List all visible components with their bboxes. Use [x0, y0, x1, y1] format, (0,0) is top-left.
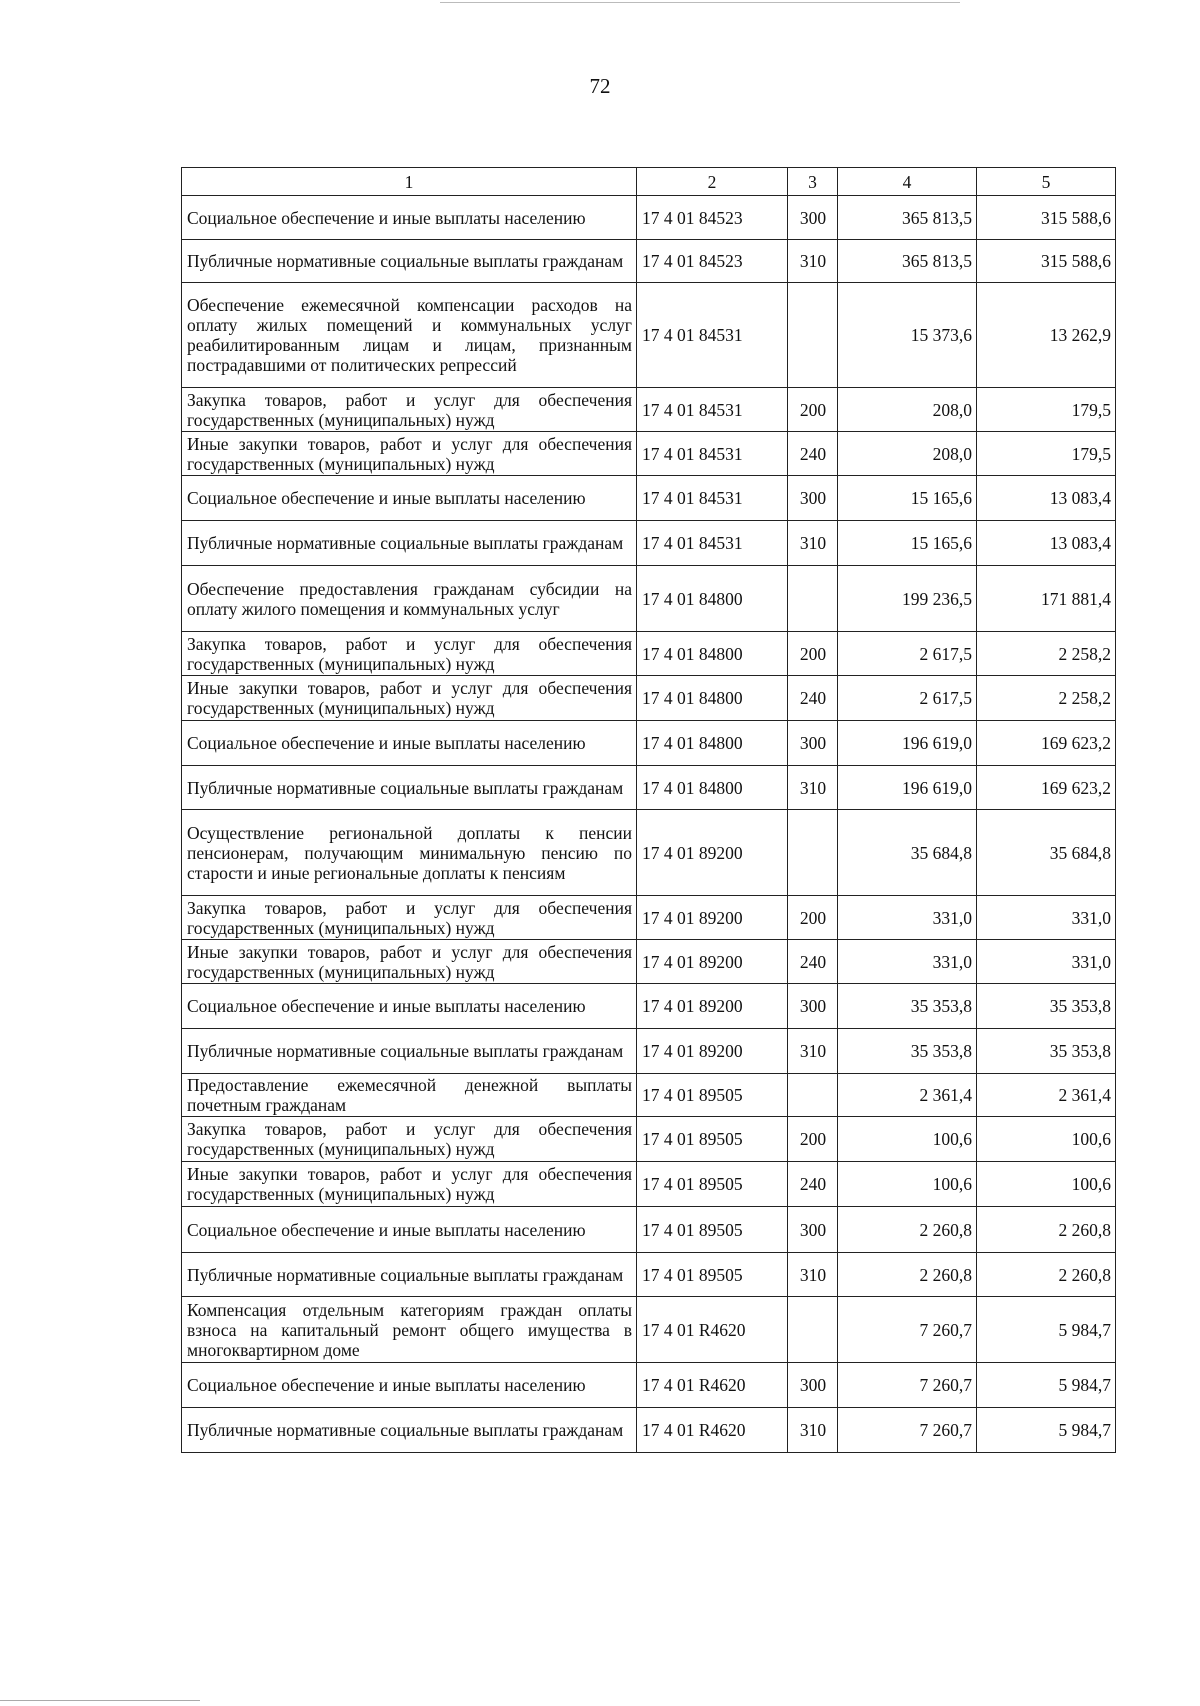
table-row	[182, 896, 1116, 940]
row-value-col4: 7 260,7	[838, 1363, 977, 1408]
row-code: 17 4 01 84523	[637, 240, 788, 283]
row-name: Социальное обеспечение и иные выплаты населению	[182, 476, 637, 521]
row-expense-type: 200	[788, 632, 838, 676]
header-col-1: 1	[182, 168, 637, 196]
header-col-3: 3	[788, 168, 838, 196]
row-name: Социальное обеспечение и иные выплаты населению	[182, 721, 637, 766]
row-name: Социальное обеспечение и иные выплаты населению	[182, 196, 637, 240]
row-value-col5: 315 588,6	[977, 240, 1116, 283]
row-value-col4: 196 619,0	[838, 766, 977, 810]
row-expense-type: 300	[788, 984, 838, 1029]
row-expense-type: 310	[788, 1408, 838, 1453]
row-value-col5: 5 984,7	[977, 1363, 1116, 1408]
row-value-col5: 35 684,8	[977, 810, 1116, 896]
header-col-2: 2	[637, 168, 788, 196]
row-code: 17 4 01 89200	[637, 984, 788, 1029]
row-name: Обеспечение предоставления гражданам субсидии на оплату жилого помещения и коммунальных услуг	[182, 566, 637, 632]
row-value-col5: 2 260,8	[977, 1207, 1116, 1253]
row-value-col4: 35 353,8	[838, 984, 977, 1029]
row-expense-type	[788, 283, 838, 388]
row-name: Осуществление региональной доплаты к пенсии пенсионерам, получающим минимальную пенсию по старости и иные региональные доплаты к пенсиям	[182, 810, 637, 896]
row-expense-type: 300	[788, 196, 838, 240]
row-expense-type: 240	[788, 432, 838, 476]
row-value-col4: 100,6	[838, 1117, 977, 1162]
row-code: 17 4 01 84800	[637, 676, 788, 721]
table-row	[182, 1162, 1116, 1207]
table-row	[182, 984, 1116, 1029]
row-name: Иные закупки товаров, работ и услуг для обеспечения государственных (муниципальных) нужд	[182, 676, 637, 721]
row-name: Иные закупки товаров, работ и услуг для обеспечения государственных (муниципальных) нужд	[182, 1162, 637, 1207]
row-value-col4: 15 165,6	[838, 521, 977, 566]
row-value-col5: 2 258,2	[977, 676, 1116, 721]
scan-edge-line	[440, 2, 960, 3]
row-code: 17 4 01 89200	[637, 940, 788, 984]
row-value-col5: 315 588,6	[977, 196, 1116, 240]
table-row	[182, 1408, 1116, 1453]
row-code: 17 4 01 89505	[637, 1207, 788, 1253]
row-code: 17 4 01 89200	[637, 896, 788, 940]
row-name: Публичные нормативные социальные выплаты гражданам	[182, 1408, 637, 1453]
row-value-col5: 100,6	[977, 1162, 1116, 1207]
row-code: 17 4 01 89505	[637, 1253, 788, 1297]
row-value-col5: 331,0	[977, 896, 1116, 940]
row-code: 17 4 01 84531	[637, 283, 788, 388]
row-value-col4: 208,0	[838, 388, 977, 432]
row-name: Компенсация отдельным категориям граждан оплаты взноса на капитальный ремонт общего имущества в многоквартирном доме	[182, 1297, 637, 1363]
row-expense-type	[788, 1297, 838, 1363]
row-value-col5: 179,5	[977, 388, 1116, 432]
page-number: 72	[589, 74, 611, 98]
row-code: 17 4 01 89200	[637, 810, 788, 896]
row-expense-type: 310	[788, 1253, 838, 1297]
row-expense-type: 300	[788, 721, 838, 766]
row-name: Публичные нормативные социальные выплаты гражданам	[182, 1253, 637, 1297]
row-expense-type: 300	[788, 476, 838, 521]
row-code: 17 4 01 89505	[637, 1117, 788, 1162]
row-value-col5: 35 353,8	[977, 1029, 1116, 1074]
table-row	[182, 432, 1116, 476]
header-row	[182, 168, 1116, 196]
table-row	[182, 240, 1116, 283]
row-expense-type: 200	[788, 896, 838, 940]
row-value-col4: 100,6	[838, 1162, 977, 1207]
header-col-4: 4	[838, 168, 977, 196]
row-code: 17 4 01 84531	[637, 476, 788, 521]
row-name: Закупка товаров, работ и услуг для обеспечения государственных (муниципальных) нужд	[182, 632, 637, 676]
row-code: 17 4 01 84800	[637, 566, 788, 632]
row-name: Социальное обеспечение и иные выплаты населению	[182, 1207, 637, 1253]
row-value-col4: 2 361,4	[838, 1074, 977, 1117]
row-code: 17 4 01 84800	[637, 721, 788, 766]
row-value-col4: 7 260,7	[838, 1297, 977, 1363]
table-row	[182, 476, 1116, 521]
row-name: Закупка товаров, работ и услуг для обеспечения государственных (муниципальных) нужд	[182, 388, 637, 432]
row-expense-type: 200	[788, 1117, 838, 1162]
table-row	[182, 1297, 1116, 1363]
row-value-col4: 35 684,8	[838, 810, 977, 896]
row-value-col5: 2 361,4	[977, 1074, 1116, 1117]
row-expense-type	[788, 1074, 838, 1117]
table-header	[182, 168, 1116, 196]
table-body	[182, 196, 1116, 1453]
table-row	[182, 1253, 1116, 1297]
row-value-col5: 169 623,2	[977, 766, 1116, 810]
row-code: 17 4 01 84531	[637, 388, 788, 432]
row-value-col5: 5 984,7	[977, 1297, 1116, 1363]
row-value-col5: 179,5	[977, 432, 1116, 476]
row-name: Закупка товаров, работ и услуг для обеспечения государственных (муниципальных) нужд	[182, 896, 637, 940]
row-value-col5: 13 262,9	[977, 283, 1116, 388]
row-value-col5: 331,0	[977, 940, 1116, 984]
table-row	[182, 940, 1116, 984]
row-value-col4: 365 813,5	[838, 196, 977, 240]
row-value-col4: 331,0	[838, 940, 977, 984]
table-row	[182, 196, 1116, 240]
row-value-col4: 2 260,8	[838, 1207, 977, 1253]
header-col-5: 5	[977, 168, 1116, 196]
row-value-col4: 2 617,5	[838, 676, 977, 721]
table-row	[182, 766, 1116, 810]
budget-table	[181, 167, 1116, 1453]
table-row	[182, 721, 1116, 766]
row-name: Публичные нормативные социальные выплаты гражданам	[182, 240, 637, 283]
table-row	[182, 521, 1116, 566]
row-code: 17 4 01 84800	[637, 632, 788, 676]
table-row	[182, 566, 1116, 632]
row-expense-type	[788, 566, 838, 632]
row-expense-type	[788, 810, 838, 896]
row-value-col4: 365 813,5	[838, 240, 977, 283]
table-row	[182, 676, 1116, 721]
row-code: 17 4 01 R4620	[637, 1408, 788, 1453]
row-value-col4: 7 260,7	[838, 1408, 977, 1453]
row-expense-type: 300	[788, 1363, 838, 1408]
table-row	[182, 1363, 1116, 1408]
row-expense-type: 300	[788, 1207, 838, 1253]
row-value-col5: 2 260,8	[977, 1253, 1116, 1297]
row-value-col5: 5 984,7	[977, 1408, 1116, 1453]
row-name: Иные закупки товаров, работ и услуг для обеспечения государственных (муниципальных) нужд	[182, 940, 637, 984]
row-value-col5: 13 083,4	[977, 476, 1116, 521]
row-expense-type: 310	[788, 240, 838, 283]
row-name: Иные закупки товаров, работ и услуг для обеспечения государственных (муниципальных) нужд	[182, 432, 637, 476]
row-name: Закупка товаров, работ и услуг для обеспечения государственных (муниципальных) нужд	[182, 1117, 637, 1162]
table-row	[182, 1117, 1116, 1162]
row-code: 17 4 01 84523	[637, 196, 788, 240]
row-code: 17 4 01 89505	[637, 1074, 788, 1117]
row-name: Публичные нормативные социальные выплаты гражданам	[182, 1029, 637, 1074]
row-value-col5: 13 083,4	[977, 521, 1116, 566]
row-value-col4: 35 353,8	[838, 1029, 977, 1074]
row-value-col4: 15 165,6	[838, 476, 977, 521]
row-value-col5: 171 881,4	[977, 566, 1116, 632]
row-name: Публичные нормативные социальные выплаты гражданам	[182, 521, 637, 566]
scan-edge-line	[0, 1700, 200, 1701]
row-expense-type: 240	[788, 676, 838, 721]
row-code: 17 4 01 R4620	[637, 1297, 788, 1363]
table-row	[182, 1029, 1116, 1074]
row-value-col4: 199 236,5	[838, 566, 977, 632]
table-row	[182, 1074, 1116, 1117]
row-code: 17 4 01 89200	[637, 1029, 788, 1074]
row-expense-type: 310	[788, 766, 838, 810]
table-row	[182, 810, 1116, 896]
row-expense-type: 200	[788, 388, 838, 432]
row-value-col5: 169 623,2	[977, 721, 1116, 766]
row-code: 17 4 01 R4620	[637, 1363, 788, 1408]
row-name: Обеспечение ежемесячной компенсации расходов на оплату жилых помещений и коммунальных услуг реабилитированным лицам и лицам, признанным пострадавшими от политических репрессий	[182, 283, 637, 388]
table-row	[182, 388, 1116, 432]
row-expense-type: 310	[788, 1029, 838, 1074]
row-value-col4: 2 617,5	[838, 632, 977, 676]
row-value-col5: 35 353,8	[977, 984, 1116, 1029]
row-name: Публичные нормативные социальные выплаты гражданам	[182, 766, 637, 810]
row-value-col4: 2 260,8	[838, 1253, 977, 1297]
row-expense-type: 240	[788, 940, 838, 984]
row-code: 17 4 01 84531	[637, 521, 788, 566]
row-name: Социальное обеспечение и иные выплаты населению	[182, 1363, 637, 1408]
row-code: 17 4 01 84800	[637, 766, 788, 810]
row-name: Социальное обеспечение и иные выплаты населению	[182, 984, 637, 1029]
row-value-col5: 2 258,2	[977, 632, 1116, 676]
row-value-col4: 208,0	[838, 432, 977, 476]
row-value-col4: 15 373,6	[838, 283, 977, 388]
table-row	[182, 632, 1116, 676]
row-value-col4: 196 619,0	[838, 721, 977, 766]
table-row	[182, 283, 1116, 388]
row-code: 17 4 01 89505	[637, 1162, 788, 1207]
row-expense-type: 240	[788, 1162, 838, 1207]
row-value-col4: 331,0	[838, 896, 977, 940]
row-code: 17 4 01 84531	[637, 432, 788, 476]
row-expense-type: 310	[788, 521, 838, 566]
table-row	[182, 1207, 1116, 1253]
row-name: Предоставление ежемесячной денежной выплаты почетным гражданам	[182, 1074, 637, 1117]
row-value-col5: 100,6	[977, 1117, 1116, 1162]
